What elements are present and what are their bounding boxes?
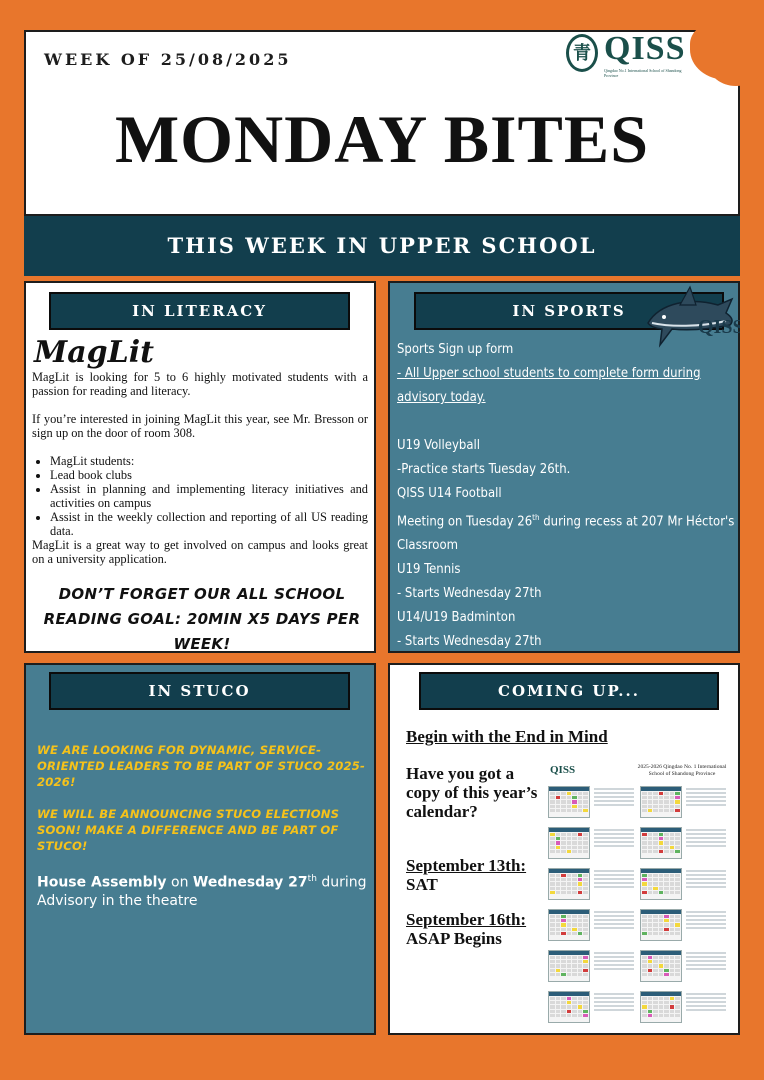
section-banner: THIS WEEK IN UPPER SCHOOL [24,216,740,276]
logo-text: QISS [604,30,686,67]
school-calendar-thumbnail [548,762,734,1032]
assembly-text: on [166,874,193,891]
coming-up-heading: COMING UP... [419,672,719,710]
school-logo [562,30,686,80]
calendar-notes [594,786,634,818]
event-name: ASAP Begins [406,929,502,948]
calendar-month [548,991,590,1023]
decorative-blob [708,40,764,86]
calendar-notes [686,991,726,1023]
stuco-message: WE WILL BE ANNOUNCING STUCO ELECTIONS SOON! MAKE A DIFFERENCE AND BE PART OF STUCO! [37,807,340,853]
logo-subtitle: Qingdao No.1 International School of Shandong Province [604,68,682,78]
event-date: September 16th: [406,910,527,929]
calendar-month [548,868,590,900]
assembly-title: House Assembly [37,874,167,891]
calendar-month [640,868,682,900]
ordinal-suffix: th [532,513,540,522]
signup-note-link[interactable]: - All Upper school students to complete form during advisory today. [397,366,701,405]
sport-note: - Starts Wednesday 27th [397,586,542,602]
calendar-month [640,950,682,982]
sport-name: U14/U19 Badminton [397,610,516,626]
reading-goal: DON’T FORGET OUR ALL SCHOOL READING GOAL: 20MIN X5 DAYS PER WEEK! [43,585,361,653]
sport-note: Classroom [397,538,458,554]
calendar-header [548,762,734,784]
football-note-text: Meeting on Tuesday 26 [397,514,533,530]
literacy-closing: MagLit is a great way to get involved on campus and looks great on a university application. [32,538,368,566]
assembly-text: during Advisory in the theatre [37,874,367,909]
calendar-notes [686,950,726,982]
sport-note [397,506,737,534]
calendar-month [548,909,590,941]
sports-content [397,338,737,654]
stuco-heading: IN STUCO [49,672,350,710]
event-name: SAT [406,875,438,894]
calendar-logo: QISS [550,764,576,776]
sport-note: - Starts Wednesday 27th [397,634,542,650]
week-label: WEEK OF 25/08/2025 [44,50,292,69]
calendar-notes [686,827,726,859]
coming-up-subheading: Begin with the End in Mind [406,727,608,746]
calendar-notes [686,868,726,900]
event-item [406,856,551,894]
signup-title: Sports Sign up form [397,342,514,357]
literacy-join: If you’re interested in joining MagLit this year, see Mr. Bresson or sign up on the door of room 308. [32,412,368,440]
assembly-day: Wednesday 27 [192,874,308,891]
calendar-month [640,909,682,941]
calendar-month [640,827,682,859]
calendar-question: Have you got a copy of this year’s calendar? [406,764,538,821]
calendar-notes [686,909,726,941]
stuco-message: WE ARE LOOKING FOR DYNAMIC, SERVICE-ORIENTED LEADERS TO BE PART OF STUCO 2025-2026! [37,743,366,789]
calendar-month [640,991,682,1023]
football-note-text: during recess at 207 Mr Héctor's [539,514,735,530]
sports-heading: IN SPORTS [414,292,724,330]
literacy-heading: IN LITERACY [49,292,350,330]
literacy-intro: MagLit is looking for 5 to 6 highly motivated students with a passion for reading and literacy. [32,370,368,398]
sport-name: U19 Tennis [397,562,461,578]
calendar-month [640,786,682,818]
maglit-logo: MagLit [34,335,154,370]
event-date: September 13th: [406,856,527,875]
calendar-month [548,950,590,982]
calendar-notes [594,827,634,859]
literacy-list [32,454,368,538]
list-item: • Assist in planning and implementing literacy initiatives and activities on campus [50,482,368,510]
svg-text:QISS: QISS [698,316,740,338]
list-item: • Assist in the weekly collection and reporting of all US reading data. [50,510,368,538]
list-item: • Lead book clubs [50,468,368,482]
list-item: • MagLit students: [50,454,368,468]
calendar-notes [594,909,634,941]
calendar-title: 2025-2026 Qingdao No. 1 International School of Shandong Province [637,764,727,777]
logo-emblem-icon: 青 [566,34,598,72]
page-title: MONDAY BITES [114,101,650,177]
sport-name: U19 Volleyball [397,438,481,453]
calendar-notes [594,991,634,1023]
house-assembly-note [37,870,373,910]
calendar-month [548,827,590,859]
calendar-notes [686,786,726,818]
sport-name: QISS U14 Football [397,486,502,501]
stuco-messages [37,742,373,870]
literacy-text [32,370,368,566]
calendar-notes [594,950,634,982]
calendar-month [548,786,590,818]
event-item [406,910,551,948]
calendar-notes [594,868,634,900]
sport-note: -Practice starts Tuesday 26th. [397,462,571,477]
ordinal-suffix: th [307,874,317,884]
